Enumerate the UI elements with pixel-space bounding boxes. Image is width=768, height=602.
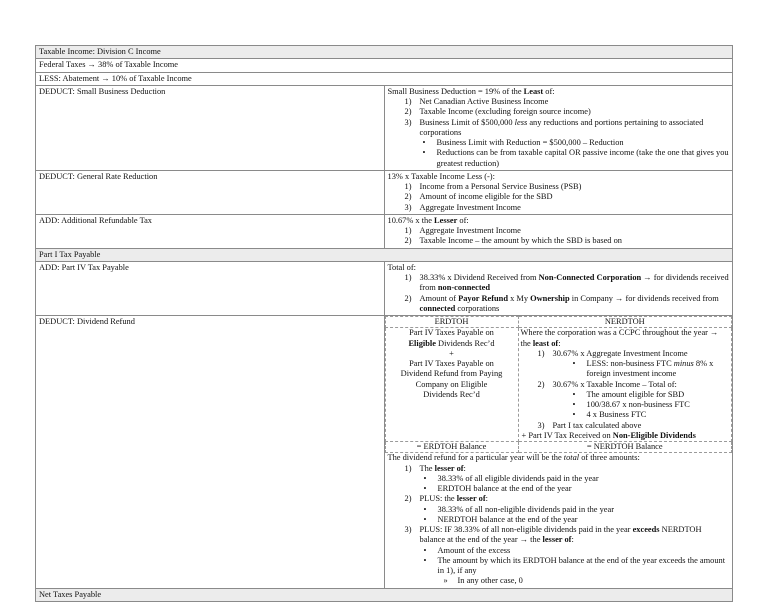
list-item: 2) Taxable Income – the amount by which the SBD is based on xyxy=(404,236,622,246)
list-item: • Business Limit with Reduction = $500,000 – Reduction xyxy=(423,138,730,148)
row-general-rate-reduction xyxy=(36,170,733,214)
erdtoh-line: Part IV Taxes Payable on xyxy=(409,328,494,338)
sbd-content xyxy=(384,85,733,170)
grr-content xyxy=(384,170,733,214)
erdtoh-line: Dividend Refund from Paying xyxy=(400,369,503,379)
list-item: 3) PLUS: IF 38.33% of all non-eligible dividends paid in the year exceeds NERDTOH balance at the end of the year → the lesser of: • Amount of the excess • The amount by which its ERDTOH balance at the end of the year exceeds the amount in 1), if any » In any other case, 0 xyxy=(405,525,730,587)
nerdtoh-body xyxy=(518,328,732,442)
sbd-label: DEDUCT: Small Business Deduction xyxy=(36,85,385,170)
sbd-list xyxy=(388,97,730,138)
list-item: 3) Aggregate Investment Income xyxy=(404,202,521,212)
row-less-abatement xyxy=(36,72,733,85)
part4-intro: Total of: xyxy=(387,262,416,272)
art-list xyxy=(388,226,730,247)
refund-sub-sub-list xyxy=(438,576,730,586)
rdtoh-header-row xyxy=(385,317,732,328)
list-item: » In any other case, 0 xyxy=(444,576,730,586)
list-item: 2) Taxable Income (excluding foreign source income) xyxy=(404,107,591,117)
erdtoh-header: ERDTOH xyxy=(385,317,518,328)
list-item: 2) PLUS: the lesser of: • 38.33% of all non-eligible dividends paid in the year • NERDTOH balance at the end of the year xyxy=(405,494,730,525)
erdtoh-body xyxy=(385,328,518,442)
list-item: • 38.33% of all non-eligible dividends paid in the year xyxy=(424,505,730,515)
list-item: 3) Part I tax calculated above xyxy=(537,420,642,430)
list-item: 1) Aggregate Investment Income xyxy=(404,226,521,235)
row-small-business-deduction xyxy=(36,85,733,170)
art-intro: 10.67% x the Lesser of: xyxy=(387,215,469,225)
erdtoh-line: Company on Eligible xyxy=(415,379,488,389)
refund-desc-list xyxy=(388,464,730,587)
row-part1-tax-payable xyxy=(36,248,733,261)
list-item: 1) 38.33% x Dividend Received from Non-Connected Corporation → for dividends received from non-connected xyxy=(404,273,729,293)
erdtoh-line: Dividends Rec’d xyxy=(423,389,480,399)
list-item: 1) Net Canadian Active Business Income xyxy=(404,97,549,106)
tax-calculation-table xyxy=(35,45,733,602)
list-item: 2) Amount of Payor Refund x My Ownership in Company → for dividends received from connected corporations xyxy=(404,293,719,313)
rdtoh-body-row xyxy=(385,328,732,442)
refund-description xyxy=(385,453,733,587)
part4-list xyxy=(388,273,730,314)
list-item: • Amount of the excess xyxy=(424,546,730,556)
row-taxable-income xyxy=(36,46,733,59)
list-item: • NERDTOH balance at the end of the year xyxy=(424,515,730,525)
part4-content xyxy=(384,261,733,315)
sbd-intro: Small Business Deduction = 19% of the Least of: xyxy=(387,86,555,96)
row-additional-refundable-tax xyxy=(36,214,733,248)
art-label: ADD: Additional Refundable Tax xyxy=(36,214,385,248)
nerdtoh-header: NERDTOH xyxy=(518,317,732,328)
refund-sub-bullets xyxy=(420,546,730,587)
list-item: • ERDTOH balance at the end of the year xyxy=(424,484,730,494)
nerdtoh-sub-bullets xyxy=(553,390,730,421)
grr-label: DEDUCT: General Rate Reduction xyxy=(36,170,385,214)
taxable-income-cell: Taxable Income: Division C Income xyxy=(36,46,733,59)
part4-label: ADD: Part IV Tax Payable xyxy=(36,261,385,315)
erdtoh-plus: + xyxy=(449,348,454,358)
list-item: • LESS: non-business FTC minus 8% x foreign investment income xyxy=(573,359,730,380)
list-item: 3) Business Limit of $500,000 less any reductions and portions pertaining to associated corporations xyxy=(404,117,704,137)
abatement-cell: LESS: Abatement → 10% of Taxable Income xyxy=(36,72,733,85)
erdtoh-line: Part IV Taxes Payable on xyxy=(409,359,494,368)
net-taxes-cell: Net Taxes Payable xyxy=(36,588,733,601)
list-item: • 38.33% of all eligible dividends paid in the year xyxy=(424,474,730,484)
refund-sub-bullets xyxy=(420,505,730,526)
list-item: 2) Amount of income eligible for the SBD xyxy=(404,192,553,202)
row-federal-taxes xyxy=(36,59,733,72)
erdtoh-balance: = ERDTOH Balance xyxy=(385,442,518,453)
nerdtoh-list xyxy=(521,349,730,431)
federal-taxes-cell: Federal Taxes → 38% of Taxable Income xyxy=(36,59,733,72)
list-item: • 100/38.67 x non-business FTC xyxy=(573,400,730,410)
refund-desc-intro: The dividend refund for a particular year will be the total of three amounts: xyxy=(387,453,640,463)
refund-label: DEDUCT: Dividend Refund xyxy=(36,316,385,589)
sbd-bullets xyxy=(388,138,730,169)
row-net-taxes-payable xyxy=(36,588,733,601)
nerdtoh-sub-bullets xyxy=(553,359,730,380)
list-item: • 4 x Business FTC xyxy=(573,410,730,420)
art-content xyxy=(384,214,733,248)
list-item: 2) 30.67% x Taxable Income – Total of: • The amount eligible for SBD • 100/38.67 x non-business FTC • 4 x Business FTC xyxy=(538,380,730,421)
nerdtoh-balance: = NERDTOH Balance xyxy=(518,442,732,453)
list-item: 1) Income from a Personal Service Business (PSB) xyxy=(404,182,582,191)
nerdtoh-intro: Where the corporation was a CCPC throughout the year → the least of: xyxy=(520,328,719,348)
rdtoh-table xyxy=(385,316,733,453)
grr-intro: 13% x Taxable Income Less (-): xyxy=(387,171,495,181)
grr-list xyxy=(388,182,730,213)
refund-content xyxy=(384,316,733,589)
list-item: • The amount by which its ERDTOH balance at the end of the year exceeds the amount in 1), if any » In any other case, 0 xyxy=(424,556,730,587)
list-item: • The amount eligible for SBD xyxy=(573,390,730,400)
erdtoh-line: Eligible Dividends Rec’d xyxy=(408,338,495,348)
list-item: • Reductions can be from taxable capital OR passive income (take the one that gives you greatest reduction) xyxy=(423,148,730,169)
row-part4-tax-payable xyxy=(36,261,733,315)
list-item: 1) The lesser of: • 38.33% of all eligible dividends paid in the year • ERDTOH balance at the end of the year xyxy=(405,464,730,495)
nerdtoh-plus-line: + Part IV Tax Received on Non-Eligible Dividends xyxy=(521,430,696,440)
row-dividend-refund xyxy=(36,316,733,589)
list-item: 1) 30.67% x Aggregate Investment Income • LESS: non-business FTC minus 8% x foreign investment income xyxy=(538,349,730,380)
refund-sub-bullets xyxy=(420,474,730,495)
part1-cell: Part I Tax Payable xyxy=(36,248,733,261)
rdtoh-footer-row xyxy=(385,442,732,453)
